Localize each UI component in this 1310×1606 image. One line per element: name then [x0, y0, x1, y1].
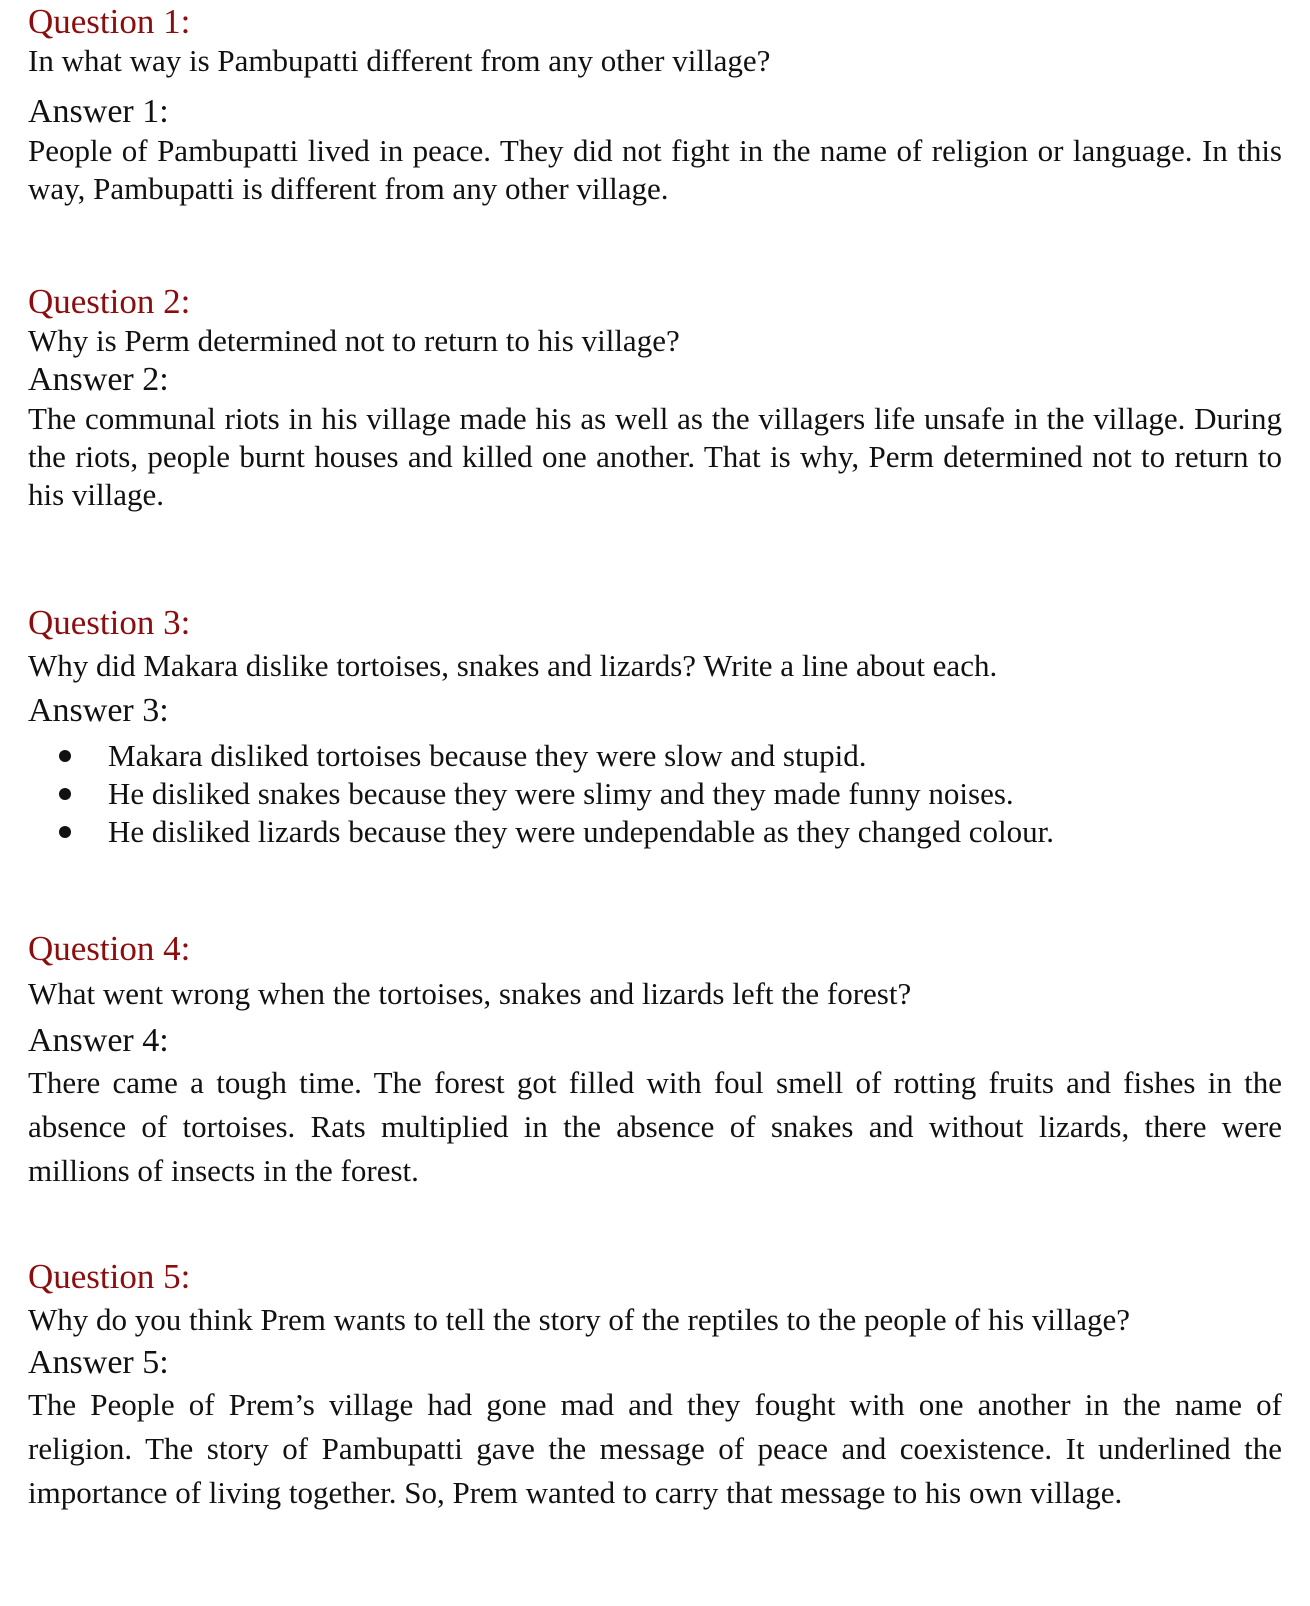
answer-heading: Answer 5: [28, 1344, 169, 1381]
answer-text: The communal riots in his village made his as well as the villagers life unsafe in the village. During the riots, people burnt houses and killed one another. That is why, Perm determined not to return to his village. [28, 401, 1282, 512]
qa-section-3 [28, 603, 1282, 851]
answer-text: There came a tough time. The forest got filled with foul smell of rotting fruits and fishes in the absence of tortoises. Rats multiplied in the absence of snakes and without lizards, there were millions of insects in the forest. [28, 1065, 1282, 1188]
bullet-icon [59, 826, 71, 838]
list-item [28, 813, 1282, 851]
question-text: In what way is Pambupatti different from any other village? [28, 43, 771, 78]
question-text: Why do you think Prem wants to tell the story of the reptiles to the people of his village? [28, 1302, 1130, 1337]
answer-heading: Answer 2: [28, 361, 169, 398]
question-text: Why is Perm determined not to return to his village? [28, 323, 680, 358]
bullet-text: He disliked snakes because they were slimy and they made funny noises. [108, 776, 1014, 811]
question-heading: Question 3: [28, 603, 191, 642]
question-heading: Question 1: [28, 2, 191, 41]
qa-section-2 [28, 282, 1282, 514]
question-heading: Question 4: [28, 929, 191, 968]
qa-section-5 [28, 1257, 1282, 1515]
question-text: What went wrong when the tortoises, snakes and lizards left the forest? [28, 976, 912, 1011]
bullet-icon [59, 788, 71, 800]
answer-text: People of Pambupatti lived in peace. They did not fight in the name of religion or language. In this way, Pambupatti is different from any other village. [28, 133, 1282, 206]
bullet-icon [59, 750, 71, 762]
answer-heading: Answer 4: [28, 1022, 169, 1059]
qa-section-4 [28, 929, 1282, 1193]
answer-heading: Answer 3: [28, 692, 169, 729]
qa-section-1 [28, 2, 1282, 208]
bullet-text: Makara disliked tortoises because they were slow and stupid. [108, 738, 867, 773]
answer-bullet-list [28, 737, 1282, 851]
question-text: Why did Makara dislike tortoises, snakes and lizards? Write a line about each. [28, 648, 998, 683]
list-item [28, 775, 1282, 813]
bullet-text: He disliked lizards because they were undependable as they changed colour. [108, 814, 1054, 849]
question-heading: Question 5: [28, 1257, 191, 1296]
answer-text: The People of Prem’s village had gone mad and they fought with one another in the name of religion. The story of Pambupatti gave the message of peace and coexistence. It underlined the importance of living together. So, Prem wanted to carry that message to his own village. [28, 1387, 1282, 1510]
answer-heading: Answer 1: [28, 93, 169, 130]
list-item [28, 737, 1282, 775]
question-heading: Question 2: [28, 282, 191, 321]
